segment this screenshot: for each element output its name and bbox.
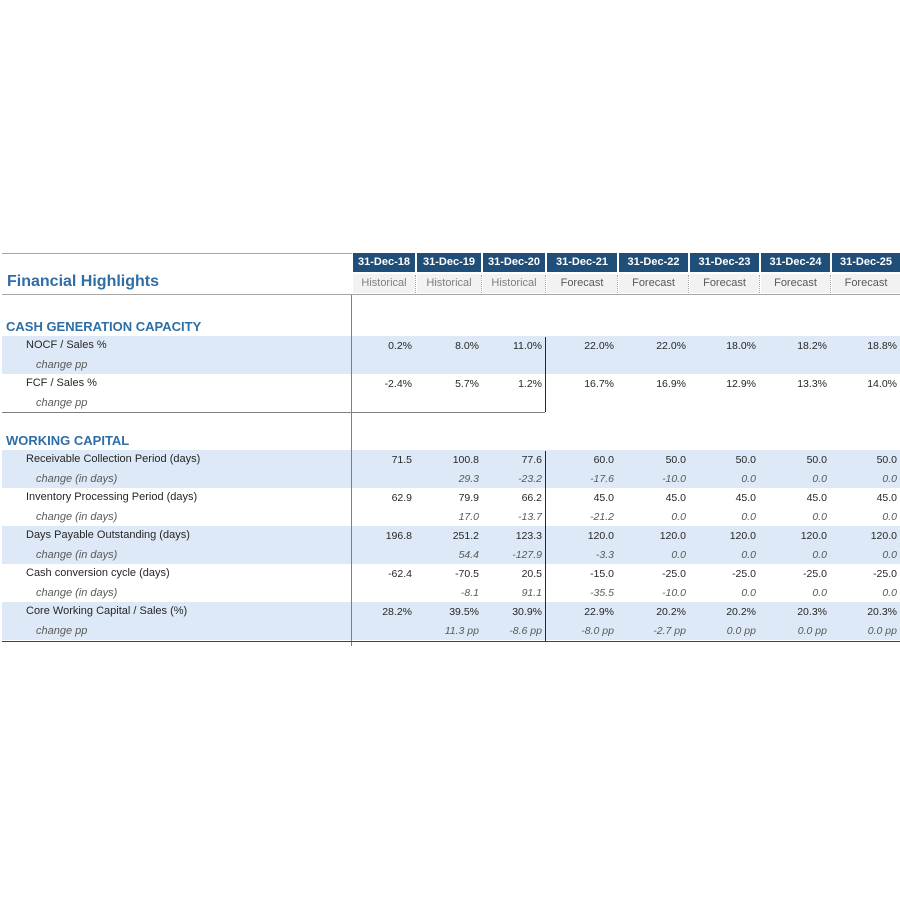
column-type-header: Forecast (690, 274, 759, 293)
section-bottom-rule (2, 412, 545, 413)
row-label: Cash conversion cycle (days) (26, 567, 170, 579)
column-date-header: 31-Dec-21 (547, 253, 617, 272)
cell-value: 66.2 (521, 492, 542, 504)
cell-value: 5.7% (455, 378, 479, 390)
cell-change-value: 0.0 (812, 587, 827, 599)
cell-value: 11.0% (513, 340, 542, 352)
column-date-header: 31-Dec-19 (417, 253, 481, 272)
row-sub-label: change pp (36, 625, 88, 637)
cell-value: -25.0 (803, 568, 827, 580)
cell-value: 14.0% (867, 378, 897, 390)
forecast-divider (545, 451, 546, 641)
cell-change-value: -2.7 pp (653, 625, 686, 637)
cell-value: 79.9 (458, 492, 479, 504)
cell-value: -2.4% (384, 378, 412, 390)
cell-value: 45.0 (806, 492, 827, 504)
cell-change-value: 0.0 pp (867, 625, 897, 637)
row-label: Inventory Processing Period (days) (26, 491, 198, 503)
row-sub-label: change (in days) (36, 549, 118, 561)
cell-value: 16.7% (584, 378, 614, 390)
header-separator (830, 275, 831, 293)
header-separator (545, 275, 546, 293)
header-separator (415, 275, 416, 293)
cell-change-value: 0.0 (882, 473, 897, 485)
cell-change-value: -17.6 (590, 473, 614, 485)
column-date-header: 31-Dec-20 (483, 253, 545, 272)
cell-change-value: 0.0 (671, 511, 686, 523)
row-sub-label: change (in days) (36, 587, 118, 599)
section-title: WORKING CAPITAL (6, 433, 130, 448)
cell-value: 120.0 (659, 530, 686, 542)
cell-value: 77.6 (521, 454, 542, 466)
cell-change-value: 0.0 (741, 473, 756, 485)
cell-value: 20.2% (726, 606, 756, 618)
cell-value: 20.3% (867, 606, 897, 618)
section-title: CASH GENERATION CAPACITY (6, 319, 202, 334)
cell-value: 28.2% (382, 606, 412, 618)
cell-change-value: -8.6 pp (509, 625, 542, 637)
top-rule (2, 253, 352, 254)
cell-value: 0.2% (388, 340, 412, 352)
cell-change-value: 0.0 pp (726, 625, 756, 637)
cell-value: 18.8% (867, 340, 897, 352)
cell-change-value: -10.0 (662, 473, 686, 485)
row-sub-label: change pp (36, 397, 88, 409)
cell-value: 18.0% (726, 340, 756, 352)
cell-change-value: 0.0 (882, 511, 897, 523)
cell-value: 45.0 (665, 492, 686, 504)
cell-value: -15.0 (590, 568, 614, 580)
column-type-header: Historical (417, 274, 481, 293)
cell-change-value: -127.9 (512, 549, 542, 561)
header-separator (617, 275, 618, 293)
cell-value: 45.0 (735, 492, 756, 504)
forecast-divider (545, 337, 546, 412)
cell-change-value: 0.0 (741, 511, 756, 523)
row-label: Days Payable Outstanding (days) (26, 529, 190, 541)
cell-change-value: 0.0 pp (797, 625, 827, 637)
cell-value: 50.0 (735, 454, 756, 466)
cell-value: 20.2% (656, 606, 686, 618)
cell-change-value: -10.0 (662, 587, 686, 599)
cell-value: 60.0 (593, 454, 614, 466)
cell-value: 71.5 (391, 454, 412, 466)
cell-value: 45.0 (876, 492, 897, 504)
cell-change-value: 0.0 (882, 549, 897, 561)
cell-value: 50.0 (665, 454, 686, 466)
title-underline (2, 294, 900, 295)
column-type-header: Forecast (547, 274, 617, 293)
cell-value: 50.0 (876, 454, 897, 466)
cell-value: 22.0% (584, 340, 614, 352)
cell-value: 22.0% (656, 340, 686, 352)
cell-value: 30.9% (512, 606, 542, 618)
cell-change-value: -8.1 (460, 587, 479, 599)
cell-change-value: 0.0 (671, 549, 686, 561)
cell-value: -62.4 (388, 568, 412, 580)
cell-value: 12.9% (726, 378, 756, 390)
row-label: Receivable Collection Period (days) (26, 453, 201, 465)
header-separator (688, 275, 689, 293)
cell-value: 8.0% (455, 340, 479, 352)
cell-value: 120.0 (729, 530, 756, 542)
cell-value: -25.0 (873, 568, 897, 580)
cell-value: 22.9% (584, 606, 614, 618)
cell-change-value: 0.0 (882, 587, 897, 599)
cell-change-value: 0.0 (812, 473, 827, 485)
header-separator (481, 275, 482, 293)
cell-change-value: 0.0 (812, 511, 827, 523)
row-sub-label: change (in days) (36, 473, 118, 485)
cell-value: 251.2 (452, 530, 479, 542)
row-label: FCF / Sales % (26, 377, 97, 389)
cell-value: 39.5% (449, 606, 479, 618)
cell-change-value: -8.0 pp (581, 625, 614, 637)
column-type-header: Forecast (832, 274, 900, 293)
row-sub-label: change pp (36, 359, 88, 371)
cell-change-value: 0.0 (812, 549, 827, 561)
column-type-header: Historical (353, 274, 415, 293)
cell-change-value: 54.4 (458, 549, 479, 561)
cell-value: 100.8 (452, 454, 479, 466)
column-type-header: Forecast (619, 274, 688, 293)
sheet-title: Financial Highlights (7, 273, 160, 290)
column-date-header: 31-Dec-18 (353, 253, 415, 272)
cell-value: 120.0 (587, 530, 614, 542)
row-sub-label: change (in days) (36, 511, 118, 523)
cell-change-value: -3.3 (595, 549, 614, 561)
column-type-header: Forecast (761, 274, 830, 293)
cell-value: 16.9% (656, 378, 686, 390)
cell-value: 123.3 (515, 530, 542, 542)
label-column-rule (351, 295, 352, 646)
cell-value: 20.5 (521, 568, 542, 580)
cell-value: 50.0 (806, 454, 827, 466)
cell-value: 120.0 (800, 530, 827, 542)
cell-change-value: 0.0 (741, 587, 756, 599)
cell-value: -70.5 (455, 568, 479, 580)
row-label: NOCF / Sales % (26, 339, 107, 351)
cell-change-value: 17.0 (458, 511, 479, 523)
cell-change-value: 0.0 (741, 549, 756, 561)
column-type-header: Historical (483, 274, 545, 293)
cell-change-value: -21.2 (590, 511, 614, 523)
row-label: Core Working Capital / Sales (%) (26, 605, 188, 617)
cell-value: 62.9 (391, 492, 412, 504)
cell-change-value: 11.3 pp (444, 625, 479, 637)
column-date-header: 31-Dec-24 (761, 253, 830, 272)
cell-change-value: 29.3 (458, 473, 479, 485)
column-date-header: 31-Dec-23 (690, 253, 759, 272)
column-date-header: 31-Dec-25 (832, 253, 900, 272)
cell-value: 18.2% (797, 340, 827, 352)
cell-change-value: -13.7 (518, 511, 542, 523)
cell-value: 20.3% (797, 606, 827, 618)
cell-value: 13.3% (797, 378, 827, 390)
column-date-header: 31-Dec-22 (619, 253, 688, 272)
cell-value: 120.0 (870, 530, 897, 542)
cell-change-value: -23.2 (518, 473, 542, 485)
cell-value: 1.2% (518, 378, 542, 390)
cell-value: -25.0 (732, 568, 756, 580)
cell-change-value: -35.5 (590, 587, 614, 599)
cell-value: 196.8 (385, 530, 412, 542)
header-separator (759, 275, 760, 293)
cell-value: 45.0 (593, 492, 614, 504)
cell-value: -25.0 (662, 568, 686, 580)
cell-change-value: 91.1 (521, 587, 542, 599)
table-bottom-rule (2, 641, 900, 642)
